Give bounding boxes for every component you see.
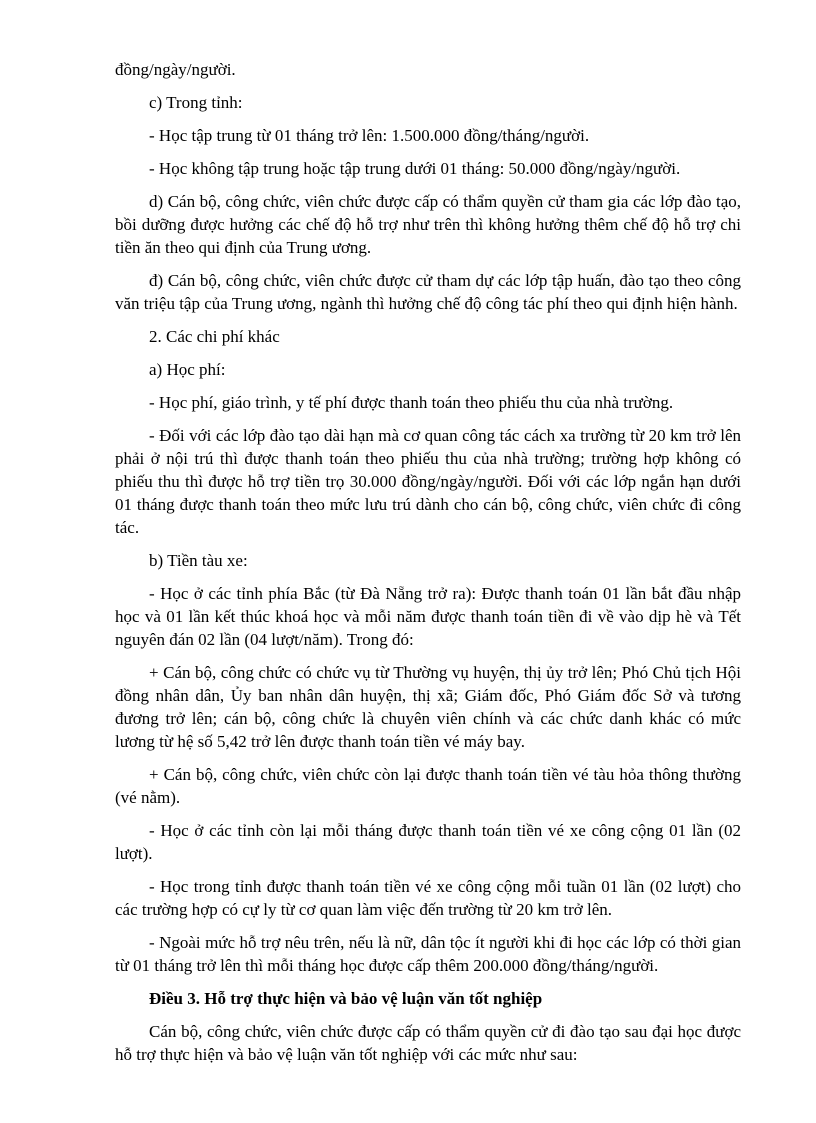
- paragraph: - Học tập trung từ 01 tháng trở lên: 1.500.000 đồng/tháng/người.: [149, 126, 590, 145]
- paragraph: + Cán bộ, công chức, viên chức còn lại được thanh toán tiền vé tàu hỏa thông thường (vé nằm).: [115, 765, 741, 807]
- paragraph: - Ngoài mức hỗ trợ nêu trên, nếu là nữ, dân tộc ít người khi đi học các lớp có thời gian từ 01 tháng trở lên thì mỗi tháng học được cấp thêm 200.000 đồng/tháng/người.: [115, 933, 741, 975]
- document-page: [115, 58, 741, 1076]
- section-heading: 2. Các chi phí khác: [149, 327, 280, 346]
- subsection-heading: a) Học phí:: [149, 360, 226, 379]
- paragraph: đồng/ngày/người.: [115, 60, 236, 79]
- paragraph: - Học ở các tỉnh phía Bắc (từ Đà Nẵng trở ra): Được thanh toán 01 lần bắt đầu nhập học và 01 lần kết thúc khoá học và mỗi năm được thanh toán tiền đi về vào dịp hè và Tết nguyên đán 02 lần (04 lượt/năm). Trong đó:: [115, 584, 741, 649]
- paragraph: c) Trong tỉnh:: [149, 93, 243, 112]
- paragraph: - Học ở các tỉnh còn lại mỗi tháng được thanh toán tiền vé xe công cộng 01 lần (02 lượt).: [115, 821, 741, 863]
- article-heading: Điều 3. Hỗ trợ thực hiện và bảo vệ luận văn tốt nghiệp: [149, 989, 543, 1008]
- subsection-heading: b) Tiền tàu xe:: [149, 551, 248, 570]
- paragraph: - Đối với các lớp đào tạo dài hạn mà cơ quan công tác cách xa trường từ 20 km trở lên phải ở nội trú thì được thanh toán theo phiếu thu của nhà trường; trường hợp không có phiếu thu thì được hỗ trợ tiền trọ 30.000 đồng/ngày/người. Đối với các lớp ngắn hạn dưới 01 tháng được thanh toán theo mức lưu trú dành cho cán bộ, công chức, viên chức đi công tác.: [115, 426, 741, 537]
- paragraph: + Cán bộ, công chức có chức vụ từ Thường vụ huyện, thị ủy trở lên; Phó Chủ tịch Hội đồng nhân dân, Ủy ban nhân dân huyện, thị xã; Giám đốc, Phó Giám đốc Sở và tương đương trở lên; cán bộ, công chức là chuyên viên chính và các chức danh khác có mức lương từ hệ số 5,42 trở lên được thanh toán tiền vé máy bay.: [115, 663, 741, 751]
- paragraph: Cán bộ, công chức, viên chức được cấp có thẩm quyền cử đi đào tạo sau đại học được hỗ trợ thực hiện và bảo vệ luận văn tốt nghiệp với các mức như sau:: [115, 1022, 741, 1064]
- paragraph: - Học không tập trung hoặc tập trung dưới 01 tháng: 50.000 đồng/ngày/người.: [149, 159, 681, 178]
- paragraph: - Học phí, giáo trình, y tế phí được thanh toán theo phiếu thu của nhà trường.: [149, 393, 674, 412]
- paragraph: - Học trong tỉnh được thanh toán tiền vé xe công cộng mỗi tuần 01 lần (02 lượt) cho các trường hợp có cự ly từ cơ quan làm việc đến trường từ 20 km trở lên.: [115, 877, 741, 919]
- paragraph: đ) Cán bộ, công chức, viên chức được cử tham dự các lớp tập huấn, đào tạo theo công văn triệu tập của Trung ương, ngành thì hưởng chế độ công tác phí theo qui định hiện hành.: [115, 271, 741, 313]
- paragraph: d) Cán bộ, công chức, viên chức được cấp có thẩm quyền cử tham gia các lớp đào tạo, bồi dưỡng được hưởng các chế độ hỗ trợ như trên thì không hưởng thêm chế độ hỗ trợ chi tiền ăn theo qui định của Trung ương.: [115, 192, 741, 257]
